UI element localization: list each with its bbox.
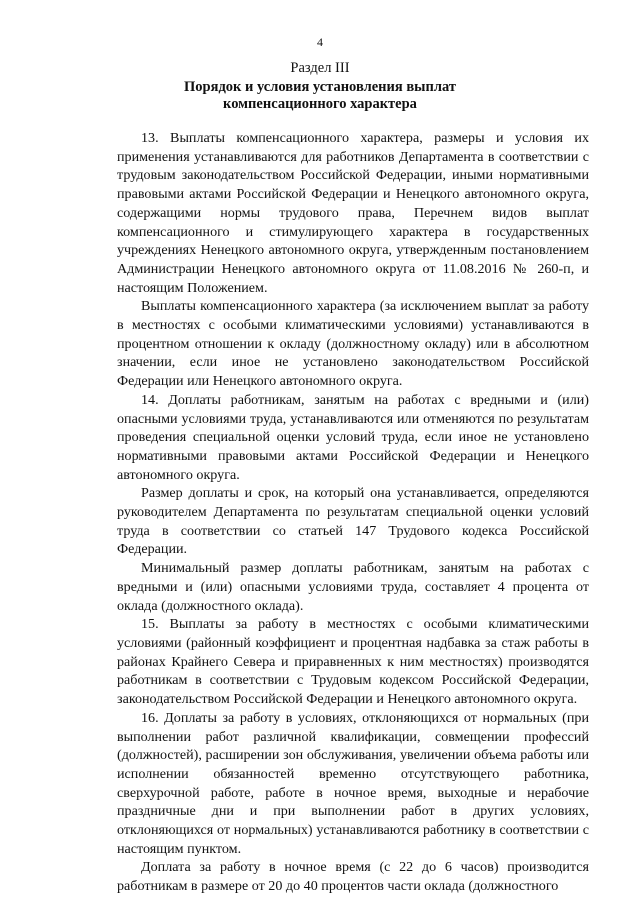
page-number: 4 — [317, 35, 323, 49]
paragraph-15: 15. Выплаты за работу в местностях с особыми климатическими условиями (районный коэффициент и процентная надбавка за стаж работы в районах Крайнего Севера и приравненных к ним местностях) производятся работникам в соответствии с Трудовым кодексом Российской Федерации, законодательством Российской Федерации и Ненецкого автономного округа. — [117, 616, 589, 708]
paragraph-16-night: Доплата за работу в ночное время (с 22 до 6 часов) производится работникам в размере от 20 до 40 процентов части оклада (должностного — [117, 859, 589, 895]
paragraph-14: 14. Доплаты работникам, занятым на работах с вредными и (или) опасными условиями труда, устанавливаются или отменяются по результатам проведения специальной оценки условий труда, если иное не установлено нормативными правовыми актами Российской Федерации и Ненецкого автономного округа. — [117, 391, 589, 483]
paragraph-13: 13. Выплаты компенсационного характера, размеры и условия их применения устанавливаются для работников Департамента в соответствии с трудовым законодательством Российской Федерации, иными нормативными правовыми актами Российской Федерации и Ненецкого автономного округа, содержащими нормы трудового права, Перечнем видов выплат компенсационного и стимулирующего характера в государственных учреждениях Ненецкого автономного округа, утвержденным постановлением Администрации Ненецкого автономного округа от 11.08.2016 № 260-п, и настоящим Положением. — [117, 130, 589, 296]
paragraph-16: 16. Доплаты за работу в условиях, отклоняющихся от нормальных (при выполнении работ различной квалификации, совмещении профессий (должностей), расширении зон обслуживания, увеличении объема работы или исполнении обязанностей временно отсутствующего работника, сверхурочной работе, работе в ночное время, выходные и нерабочие праздничные дни и при выполнении работ в других условиях, отклоняющихся от нормальных) устанавливаются работнику в соответствии с настоящим пунктом. — [117, 709, 589, 857]
paragraph-13-note: Выплаты компенсационного характера (за исключением выплат за работу в местностях с особыми климатическими условиями) устанавливаются в процентном отношении к окладу (должностному окладу) или в абсолютном значении, если иное не установлено законодательством Российской Федерации или Ненецкого автономного округа. — [117, 298, 589, 390]
section-label: Раздел III — [290, 60, 350, 76]
paragraph-14-minimum: Минимальный размер доплаты работникам, занятым на работах с вредными и (или) опасными условиями труда, составляет 4 процента от оклада (должностного оклада). — [117, 560, 589, 614]
document-body — [117, 129, 589, 896]
paragraph-14-size: Размер доплаты и срок, на который она устанавливается, определяются руководителем Департамента по результатам специальной оценки условий труда в соответствии со статьей 147 Трудового кодекса Российской Федерации. — [117, 485, 589, 558]
section-title: Порядок и условия установления выплат компенсационного характера — [184, 79, 456, 112]
